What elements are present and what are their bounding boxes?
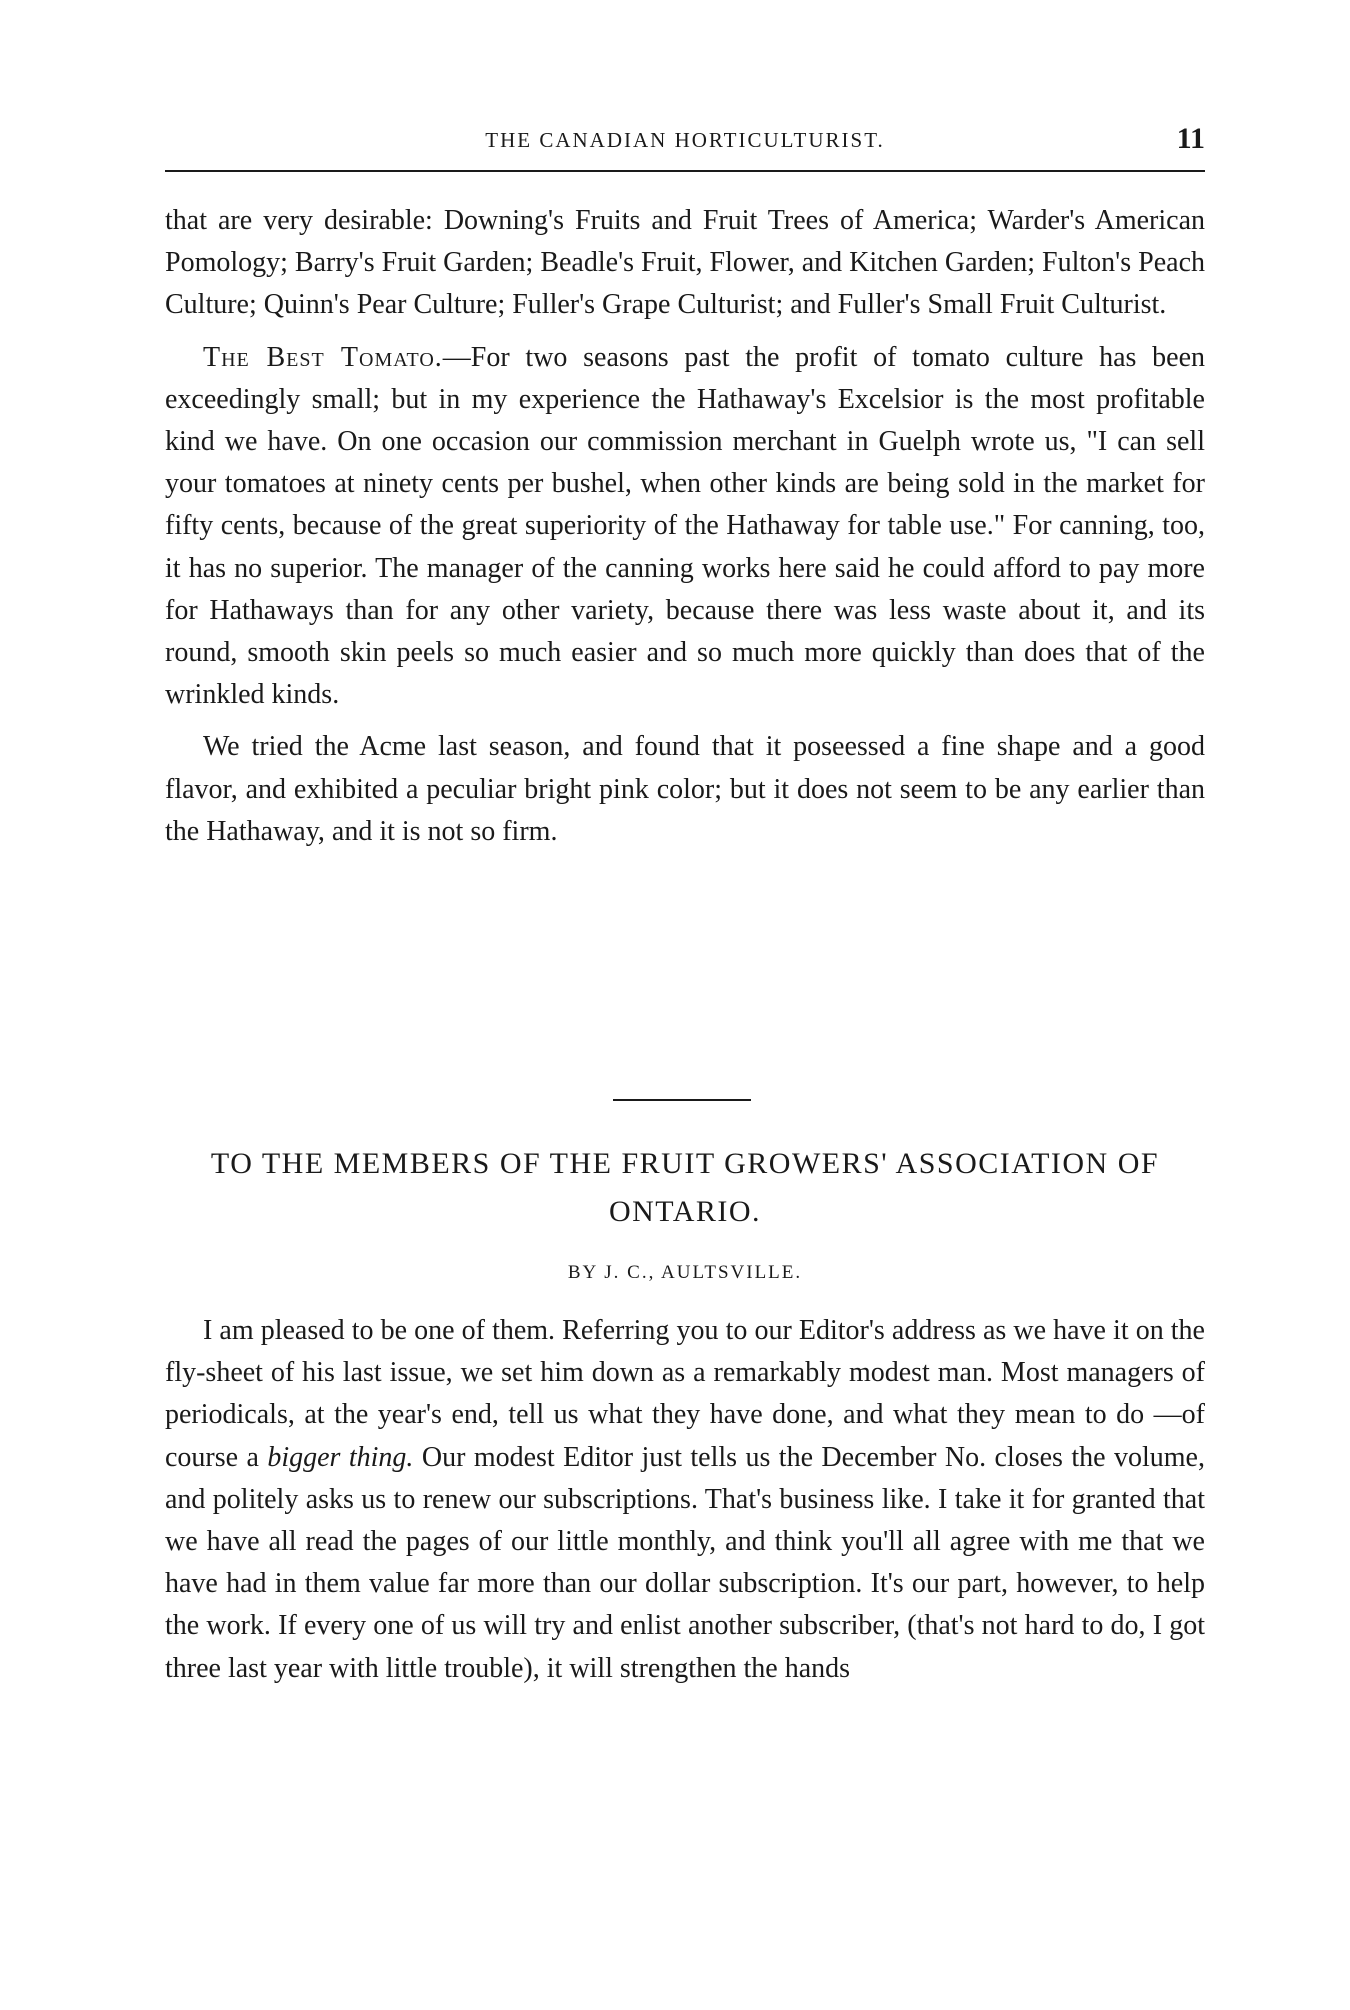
- article-emphasis: bigger thing.: [267, 1441, 414, 1473]
- best-tomato-paragraph: [165, 337, 1205, 717]
- header-rule: [165, 170, 1205, 172]
- article-byline: BY J. C., AULTSVILLE.: [567, 1262, 803, 1283]
- section-divider: [613, 1099, 751, 1101]
- article-body: [165, 1310, 1205, 1690]
- best-tomato-text: —For two seasons past the profit of tomato culture has been exceedingly small; but in my experience the Hathaway's Excelsior is the most profitable kind we have. On one occasion our commission merchant in Guelph wrote us, "I can sell your tomatoes at ninety cents per bushel, when other kinds are being sold in the market for fifty cents, because of the great superiority of the Hathaway for table use." For canning, too, it has no superior. The manager of the canning works here said he could afford to pay more for Hathaways than for any other variety, because there was less waste about it, and its round, smooth skin peels so much easier and so much more quickly than does that of the wrinkled kinds.: [165, 341, 1205, 711]
- page: [165, 0, 1205, 2010]
- article-paragraph: [165, 1310, 1205, 1690]
- article-text-part2: Our modest Editor just tells us the December No. closes the volume, and politely asks us to renew our subscriptions. That's business like. I take it for granted that we have all read the pages of our little monthly, and think you'll all agree with me that we have had in them value far more than our dollar subscription. It's our part, however, to help the work. If every one of us will try and enlist another subscriber, (that's not hard to do, I got three last year with little trouble), it will strengthen the hands: [165, 1441, 1205, 1684]
- tomato-article-text: [165, 200, 1205, 863]
- acme-paragraph: We tried the Acme last season, and found that it poseessed a fine shape and a good flavor, and exhibited a peculiar bright pink color; but it does not seem to be any earlier than the Hathaway, and it is not so firm.: [165, 731, 1205, 847]
- running-head: [165, 122, 1205, 168]
- book-list-paragraph: that are very desirable: Downing's Fruits and Fruit Trees of America; Warder's American Pomology; Barry's Fruit Garden; Beadle's Fruit, Flower, and Kitchen Garden; Fulton's Peach Culture; Quinn's Pear Culture; Fuller's Grape Culturist; and Fuller's Small Fruit Culturist.: [165, 205, 1205, 321]
- journal-title: THE CANADIAN HORTICULTURIST.: [485, 128, 885, 152]
- best-tomato-heading: The Best Tomato.: [203, 341, 443, 373]
- article-text-part1: I am pleased to be one of them. Referring you to our Editor's address as we have it on the fly-sheet of his last issue, we set him down as a remarkably modest man. Most managers of periodicals, at the year's end, tell us what they have done, and what they mean to do —of course a: [165, 1315, 1205, 1473]
- article-title: TO THE MEMBERS OF THE FRUIT GROWERS' ASSOCIATION OF ONTARIO.: [210, 1147, 1160, 1228]
- page-number: 11: [1176, 122, 1205, 155]
